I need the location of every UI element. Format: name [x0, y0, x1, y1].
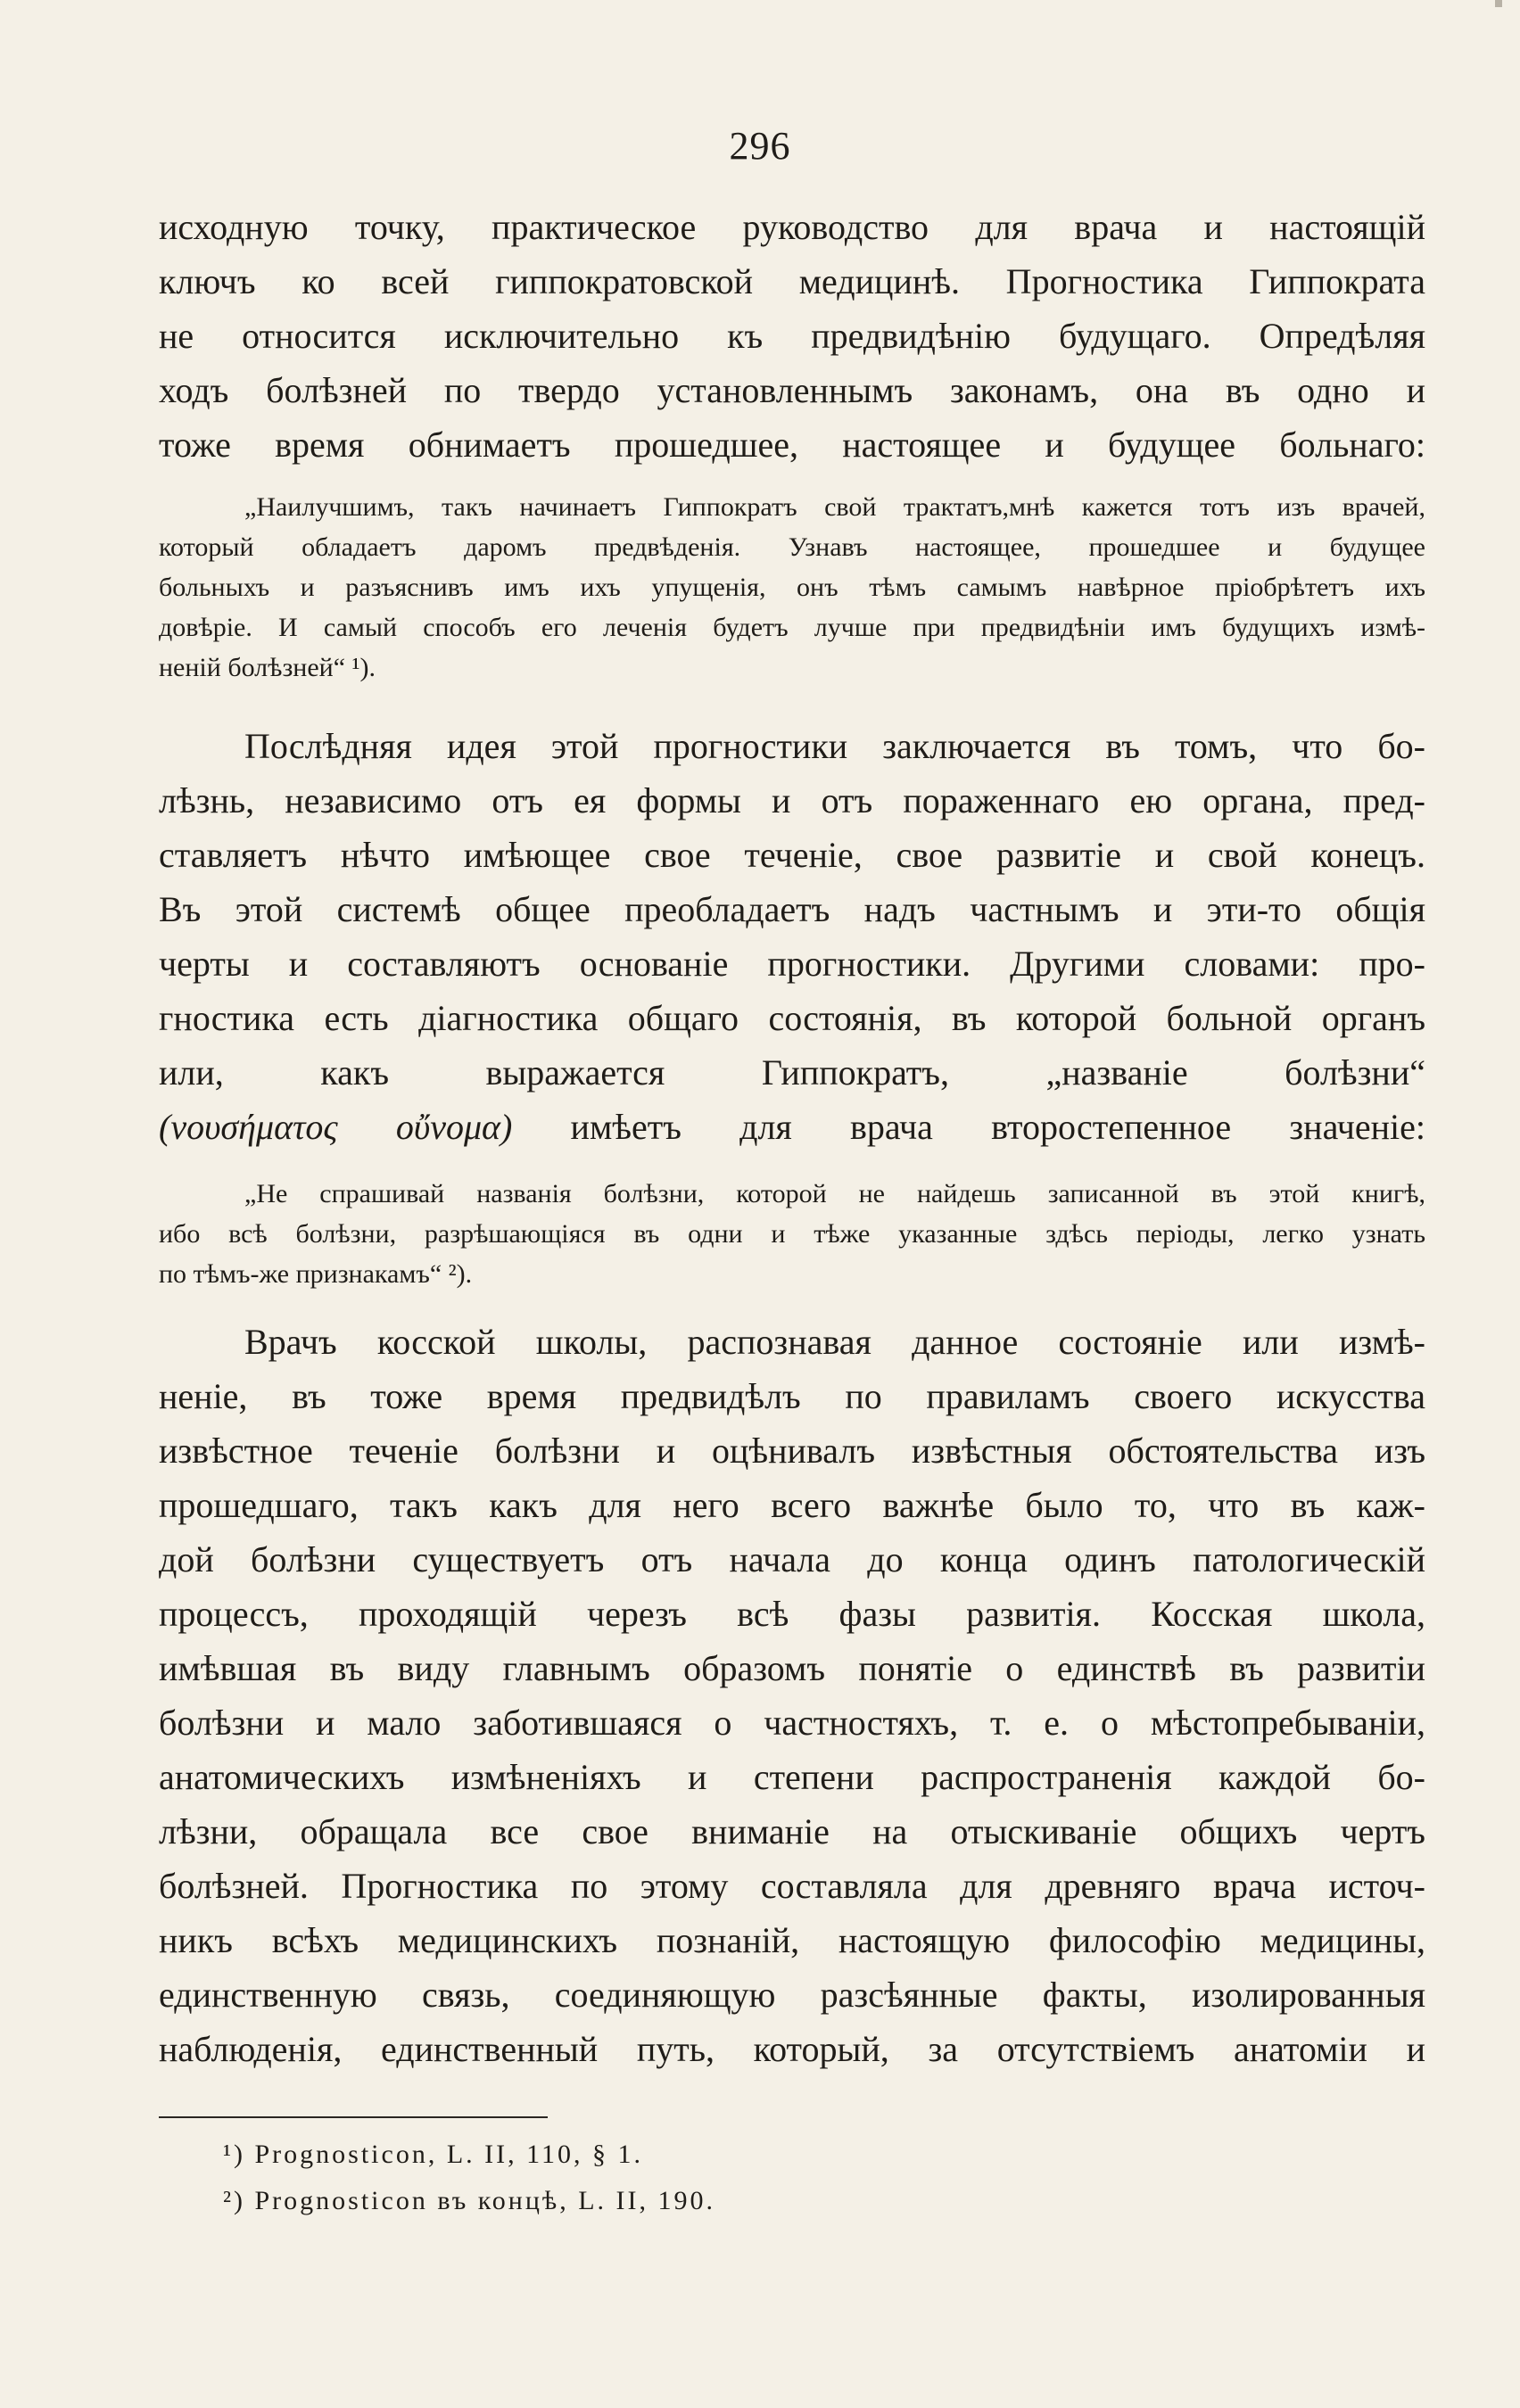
text-line: болѣзни и мало заботившаяся о частностяхъ, т. е. о мѣстопребываніи,	[159, 1703, 1425, 1743]
quote-line: „Наилучшимъ, такъ начинаетъ Гиппократъ свой трактатъ,мнѣ кажется тотъ изъ врачей,	[244, 492, 1425, 522]
page-number: 296	[729, 124, 791, 168]
text-line: Въ этой системѣ общее преобладаетъ надъ частнымъ и эти-то общія	[159, 889, 1425, 929]
text-line: никъ всѣхъ медицинскихъ познаній, настоящую философію медицины,	[159, 1920, 1425, 1960]
text-line: Врачъ косской школы, распознавая данное состояніе или измѣ-	[244, 1322, 1425, 1362]
text-line: лѣзни, обращала все свое вниманіе на отыскиваніе общихъ чертъ	[159, 1811, 1425, 1851]
greek-phrase: (νουσήματος οὔνομα)	[159, 1107, 513, 1147]
text-line: прошедшаго, такъ какъ для него всего важнѣе было то, что въ каж-	[159, 1485, 1425, 1525]
footnote-divider	[159, 2116, 548, 2118]
text-line: болѣзней. Прогностика по этому составляла для древняго врача источ-	[159, 1866, 1425, 1906]
text-line	[159, 1100, 1425, 1154]
quote-line: довѣріе. И самый способъ его леченія будетъ лучше при предвидѣніи имъ будущихъ измѣ-	[159, 613, 1425, 642]
quote-1	[159, 487, 1425, 688]
text-line: исходную точку, практическое руководство для врача и настоящій	[159, 207, 1425, 247]
text-line: дой болѣзни существуетъ отъ начала до конца одинъ патологическій	[159, 1539, 1425, 1579]
quote-line: который обладаетъ даромъ предвѣденія. Узнавъ настоящее, прошедшее и будущее	[159, 532, 1425, 562]
text-line: тоже время обнимаетъ прошедшее, настоящее и будущее больнаго:	[159, 425, 1425, 465]
paragraph-3	[159, 1315, 1425, 2076]
scan-mark	[1495, 0, 1502, 7]
text-line: не относится исключительно къ предвидѣнію будущаго. Опредѣляя	[159, 316, 1425, 356]
footnote-1: ¹) Prognosticon, L. II, 110, § 1.	[223, 2140, 644, 2169]
quote-line: больныхъ и разъяснивъ имъ ихъ упущенія, онъ тѣмъ самымъ навѣрное пріобрѣтетъ ихъ	[159, 573, 1425, 602]
text-line: наблюденія, единственный путь, который, за отсутствіемъ анатоміи и	[159, 2029, 1425, 2069]
text-line: черты и составляютъ основаніе прогностики. Другими словами: про-	[159, 944, 1425, 984]
quote-line: по тѣмъ-же признакамъ“ ²).	[159, 1259, 473, 1289]
footnotes	[223, 2132, 715, 2224]
text-line: имѣвшая въ виду главнымъ образомъ понятіе о единствѣ въ развитіи	[159, 1648, 1425, 1688]
text-line: Послѣдняя идея этой прогностики заключается въ томъ, что бо-	[244, 726, 1425, 766]
text-line: ключъ ко всей гиппократовской медицинѣ. Прогностика Гиппократа	[159, 261, 1425, 301]
text-line: неніе, въ тоже время предвидѣлъ по правиламъ своего искусства	[159, 1376, 1425, 1416]
quote-line: ибо всѣ болѣзни, разрѣшающіяся въ одни и тѣже указанные здѣсь періоды, легко узнать	[159, 1219, 1425, 1249]
text-line: гностика есть діагностика общаго состоянія, въ которой больной органъ	[159, 998, 1425, 1038]
text-line: лѣзнь, независимо отъ ея формы и отъ пораженнаго ею органа, пред-	[159, 780, 1425, 821]
quote-line: неній болѣзней“ ¹).	[159, 653, 376, 682]
text-fragment: имѣетъ для врача второстепенное значеніе:	[570, 1107, 1425, 1147]
paragraph-1	[159, 200, 1425, 472]
text-line: ставляетъ нѣчто имѣющее свое теченіе, свое развитіе и свой конецъ.	[159, 835, 1425, 875]
text-line: единственную связь, соединяющую разсѣянные факты, изолированныя	[159, 1975, 1425, 2015]
text-line: ходъ болѣзней по твердо установленнымъ законамъ, она въ одно и	[159, 370, 1425, 410]
text-line: анатомическихъ измѣненіяхъ и степени распространенія каждой бо-	[159, 1757, 1425, 1797]
quote-2	[159, 1174, 1425, 1294]
text-line: извѣстное теченіе болѣзни и оцѣнивалъ извѣстныя обстоятельства изъ	[159, 1431, 1425, 1471]
text-line: процессъ, проходящій черезъ всѣ фазы развитія. Косская школа,	[159, 1594, 1425, 1634]
quote-line: „Не спрашивай названія болѣзни, которой не найдешь записанной въ этой книгѣ,	[244, 1179, 1425, 1208]
paragraph-2	[159, 719, 1425, 1154]
footnote-2: ²) Prognosticon въ концѣ, L. II, 190.	[223, 2186, 716, 2215]
text-line: или, какъ выражается Гиппократъ, „названіе болѣзни“	[159, 1052, 1425, 1093]
